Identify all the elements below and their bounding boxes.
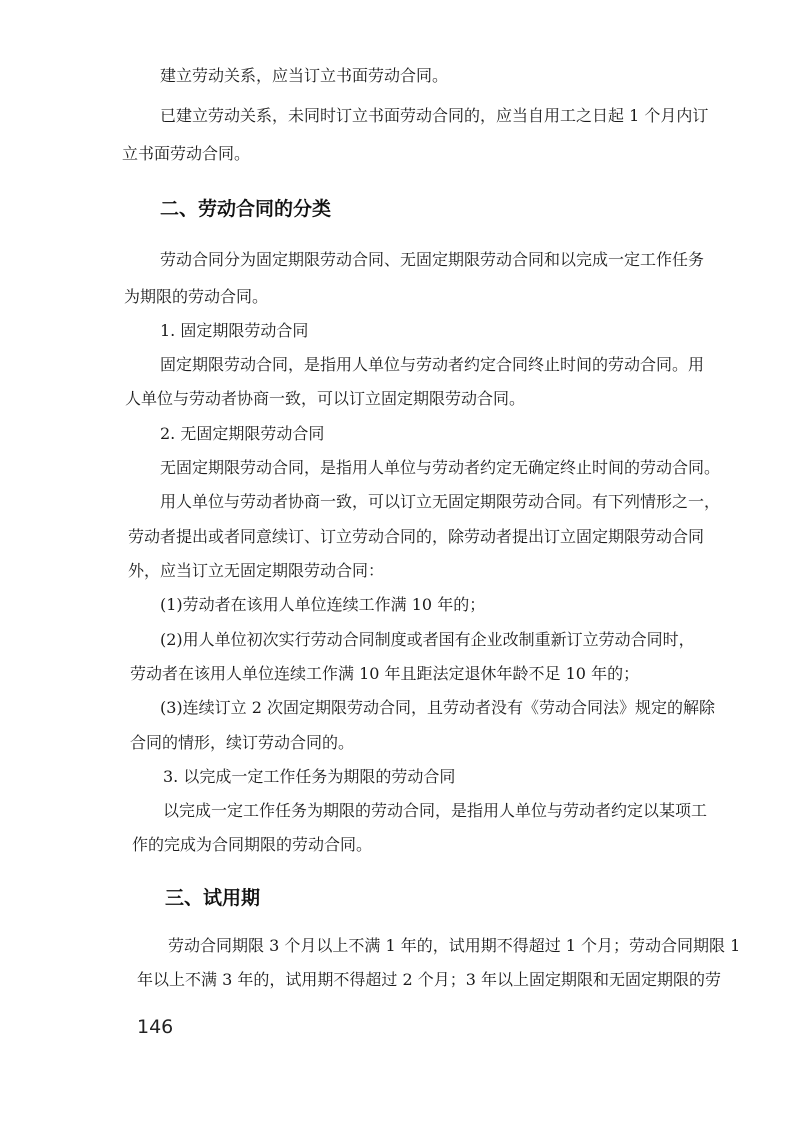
list-item-2-line-2: 劳动者在该用人单位连续工作满 10 年且距法定退休年龄不足 10 年的； xyxy=(130,664,640,683)
subsection-3-line-2: 作的完成为合同期限的劳动合同。 xyxy=(132,835,373,854)
page-number: 146 xyxy=(137,1016,174,1038)
subsection-2-line-2: 用人单位与劳动者协商一致，可以订立无固定期限劳动合同。有下列情形之一， xyxy=(160,492,721,511)
intro-line-2: 已建立劳动关系，未同时订立书面劳动合同的，应当自用工之日起 1 个月内订 xyxy=(160,106,709,125)
list-item-1: (1)劳动者在该用人单位连续工作满 10 年的； xyxy=(160,595,486,614)
subsection-1-line-1: 固定期限劳动合同，是指用人单位与劳动者约定合同终止时间的劳动合同。用 xyxy=(160,355,705,374)
subsection-1-line-2: 人单位与劳动者协商一致，可以订立固定期限劳动合同。 xyxy=(125,389,526,408)
subsection-3-line-1: 以完成一定工作任务为期限的劳动合同，是指用人单位与劳动者约定以某项工 xyxy=(163,801,708,820)
subsection-2-line-4: 外，应当订立无固定期限劳动合同： xyxy=(128,561,385,580)
subsection-2-line-3: 劳动者提出或者同意续订、订立劳动合同的，除劳动者提出订立固定期限劳动合同 xyxy=(128,527,705,546)
section-3-line-2: 年以上不满 3 年的，试用期不得超过 2 个月；3 年以上固定期限和无固定期限的劳 xyxy=(137,970,721,989)
intro-line-1: 建立劳动关系，应当订立书面劳动合同。 xyxy=(160,66,449,85)
subsection-2-title: 2. 无固定期限劳动合同 xyxy=(160,424,325,443)
section-3-heading: 三、试用期 xyxy=(165,887,261,909)
subsection-3-title: 3. 以完成一定工作任务为期限的劳动合同 xyxy=(163,767,456,786)
subsection-2-line-1: 无固定期限劳动合同，是指用人单位与劳动者约定无确定终止时间的劳动合同。 xyxy=(160,458,721,477)
list-item-2-line-1: (2)用人单位初次实行劳动合同制度或者国有企业改制重新订立劳动合同时， xyxy=(160,630,695,649)
intro-line-3: 立书面劳动合同。 xyxy=(122,144,251,163)
section-2-heading: 二、劳动合同的分类 xyxy=(160,198,332,220)
list-item-3-line-1: (3)连续订立 2 次固定期限劳动合同，且劳动者没有《劳动合同法》规定的解除 xyxy=(160,698,716,717)
section-2-para-line-1: 劳动合同分为固定期限劳动合同、无固定期限劳动合同和以完成一定工作任务 xyxy=(160,250,705,269)
list-item-3-line-2: 合同的情形，续订劳动合同的。 xyxy=(130,733,355,752)
section-2-para-line-2: 为期限的劳动合同。 xyxy=(124,287,269,306)
subsection-1-title: 1. 固定期限劳动合同 xyxy=(160,321,309,340)
section-3-line-1: 劳动合同期限 3 个月以上不满 1 年的，试用期不得超过 1 个月；劳动合同期限 1 xyxy=(168,936,741,955)
